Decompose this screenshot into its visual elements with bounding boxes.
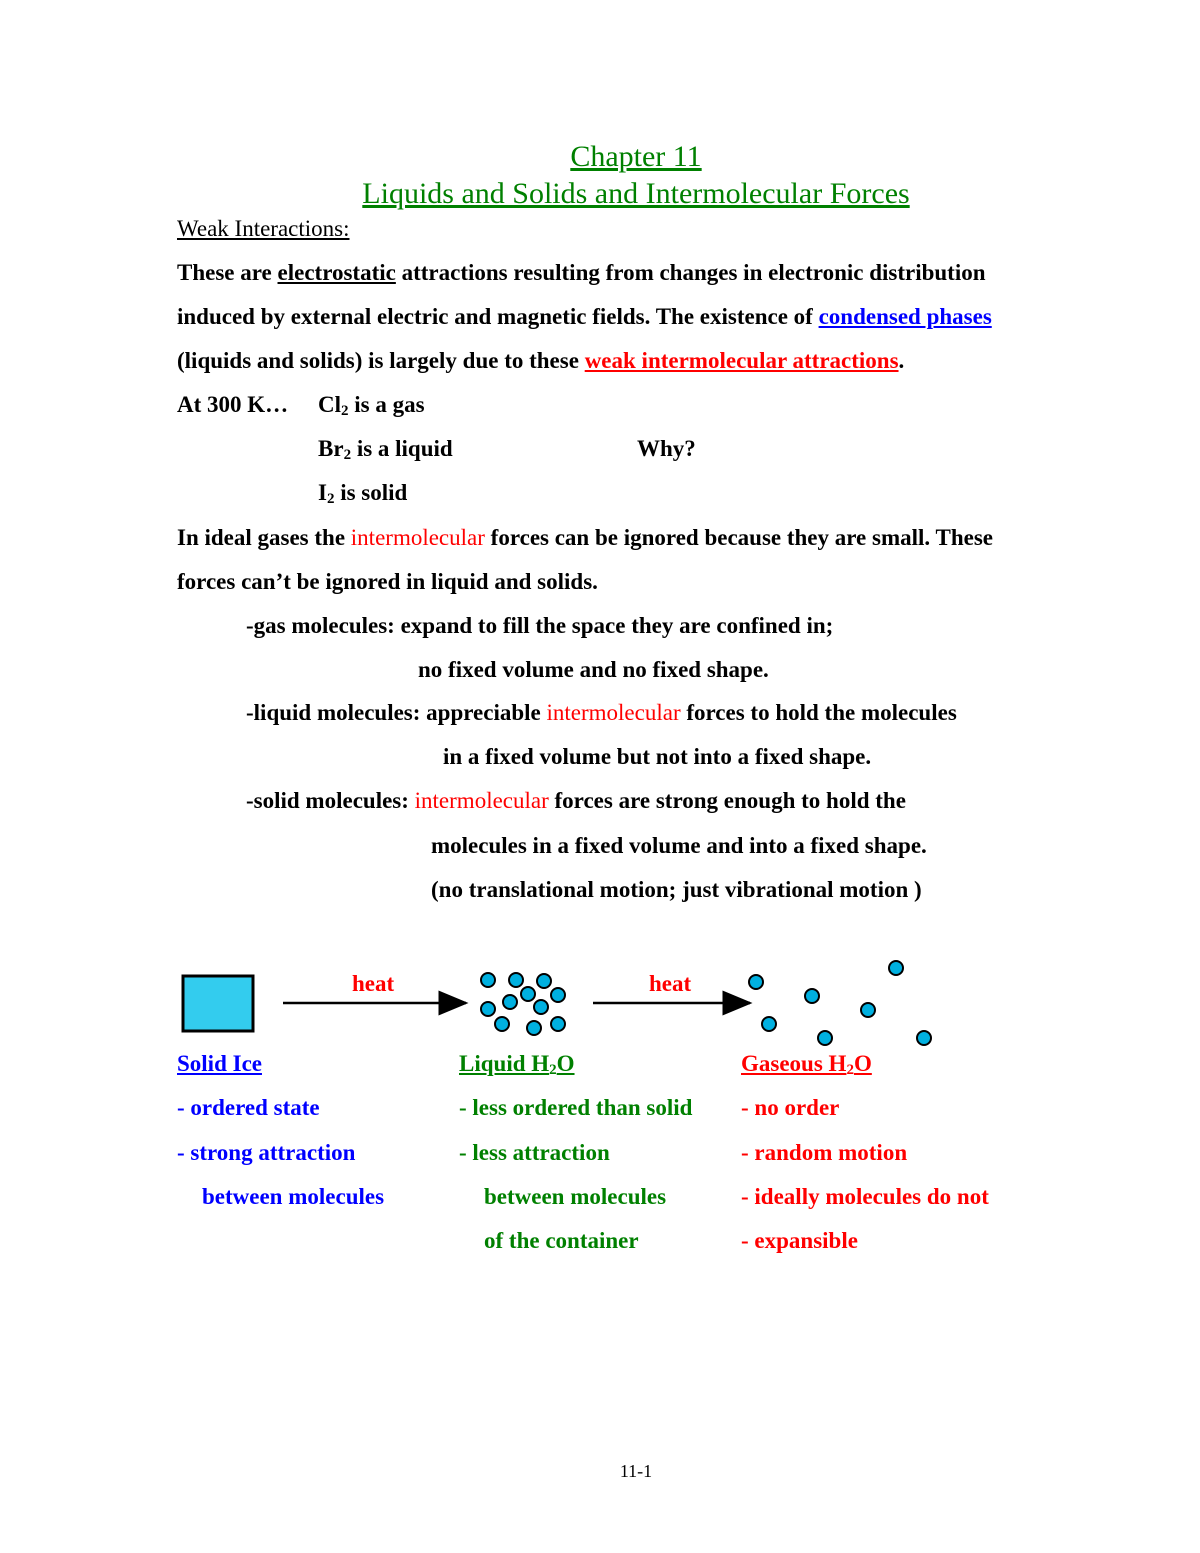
text-span: is solid <box>334 480 408 505</box>
electrostatic-term: electrostatic <box>277 260 396 285</box>
ideal-line-2: forces can’t be ignored in liquid and solids. <box>177 569 598 594</box>
liquid-particle <box>521 987 535 1001</box>
example-i2 <box>318 480 407 506</box>
liquid-particle <box>495 1017 509 1031</box>
solid-item-2: - strong attraction <box>177 1140 356 1165</box>
solid-line-1 <box>246 788 906 814</box>
paragraph-line-3 <box>177 348 904 374</box>
text-span: Gaseous H <box>741 1051 847 1076</box>
liquid-particle <box>509 973 523 987</box>
text-span: O <box>853 1051 872 1076</box>
intermolecular-term: intermolecular <box>414 788 549 813</box>
liquid-particle <box>481 973 495 987</box>
liquid-particle <box>527 1021 541 1035</box>
liquid-particle <box>551 988 565 1002</box>
gas-line-1: -gas molecules: expand to fill the space they are confined in; <box>246 613 834 638</box>
text-span: . <box>898 348 905 373</box>
solid-line-2: molecules in a fixed volume and into a fixed shape. <box>431 833 927 858</box>
liquid-line-1 <box>246 700 957 726</box>
gas-item-4: - expansible <box>741 1228 858 1253</box>
liquid-particle <box>503 995 517 1009</box>
liquid-item-3: between molecules <box>484 1184 667 1209</box>
gas-title <box>741 1051 872 1077</box>
gas-particle <box>749 975 763 989</box>
gas-item-3: - ideally molecules do not <box>741 1184 989 1209</box>
liquid-particle <box>551 1017 565 1031</box>
gas-item-1: - no order <box>741 1095 840 1120</box>
gas-particle <box>762 1017 776 1031</box>
text-span: -solid molecules: <box>246 788 415 813</box>
heat-label-1: heat <box>352 971 395 996</box>
intermolecular-term: intermolecular <box>546 700 681 725</box>
phase-diagram <box>0 940 1200 1060</box>
gas-particle <box>889 961 903 975</box>
liquid-particle <box>537 974 551 988</box>
subscript: 2 <box>326 491 335 507</box>
liquid-line-2: in a fixed volume but not into a fixed shape. <box>443 744 872 769</box>
text-span: -liquid molecules: appreciable <box>246 700 547 725</box>
solid-item-1: - ordered state <box>177 1095 320 1120</box>
paragraph-line-1 <box>177 260 986 286</box>
ideal-line-1 <box>177 525 993 551</box>
text-span: forces can be ignored because they are small. These <box>484 525 993 550</box>
ice-block <box>183 976 253 1031</box>
text-span: Cl <box>318 392 341 417</box>
text-span: I <box>318 480 327 505</box>
subscript: 2 <box>846 1062 854 1078</box>
text-span: is a liquid <box>351 436 453 461</box>
text-span: forces are strong enough to hold the <box>548 788 906 813</box>
liquid-item-2: - less attraction <box>459 1140 610 1165</box>
liquid-particle <box>534 1000 548 1014</box>
gas-particle <box>805 989 819 1003</box>
subscript: 2 <box>341 403 349 419</box>
text-span: O <box>556 1051 575 1076</box>
subscript: 2 <box>549 1062 557 1078</box>
liquid-title <box>459 1051 575 1077</box>
example-cl2 <box>318 392 425 418</box>
example-prefix: At 300 K… <box>177 392 289 417</box>
solid-item-3: between molecules <box>202 1184 385 1209</box>
text-span: is a gas <box>348 392 425 417</box>
gas-particle <box>917 1031 931 1045</box>
gas-item-2: - random motion <box>741 1140 908 1165</box>
gas-particle <box>818 1031 832 1045</box>
section-heading: Weak Interactions: <box>177 216 350 241</box>
gas-particles <box>749 961 931 1045</box>
liquid-item-4: of the container <box>484 1228 639 1253</box>
heat-label-2: heat <box>649 971 692 996</box>
weak-attractions-link[interactable]: weak intermolecular attractions <box>584 348 899 373</box>
solid-ice-title: Solid Ice <box>177 1051 262 1076</box>
text-span: Liquid H <box>459 1051 550 1076</box>
text-span: In ideal gases the <box>177 525 351 550</box>
text-span: These are <box>177 260 278 285</box>
liquid-particle <box>481 1002 495 1016</box>
intermolecular-term: intermolecular <box>350 525 485 550</box>
liquid-item-1: - less ordered than solid <box>459 1095 693 1120</box>
paragraph-line-2 <box>177 304 992 330</box>
liquid-particles <box>481 973 565 1035</box>
text-span: forces to hold the molecules <box>680 700 957 725</box>
text-span: induced by external electric and magnetic fields. The existence of <box>177 304 819 329</box>
text-span: Br <box>318 436 344 461</box>
subscript: 2 <box>343 447 352 463</box>
chapter-title: Chapter 11 <box>570 140 702 173</box>
solid-line-3: (no translational motion; just vibrational motion ) <box>431 877 922 902</box>
gas-particle <box>861 1003 875 1017</box>
page-number: 11-1 <box>619 1461 653 1481</box>
example-why: Why? <box>637 436 696 461</box>
example-br2 <box>318 436 453 462</box>
gas-line-2: no fixed volume and no fixed shape. <box>418 657 769 682</box>
condensed-phases-link[interactable]: condensed phases <box>818 304 992 329</box>
text-span: attractions resulting from changes in electronic distribution <box>395 260 986 285</box>
text-span: (liquids and solids) is largely due to these <box>177 348 585 373</box>
chapter-subtitle: Liquids and Solids and Intermolecular Forces <box>362 177 910 210</box>
